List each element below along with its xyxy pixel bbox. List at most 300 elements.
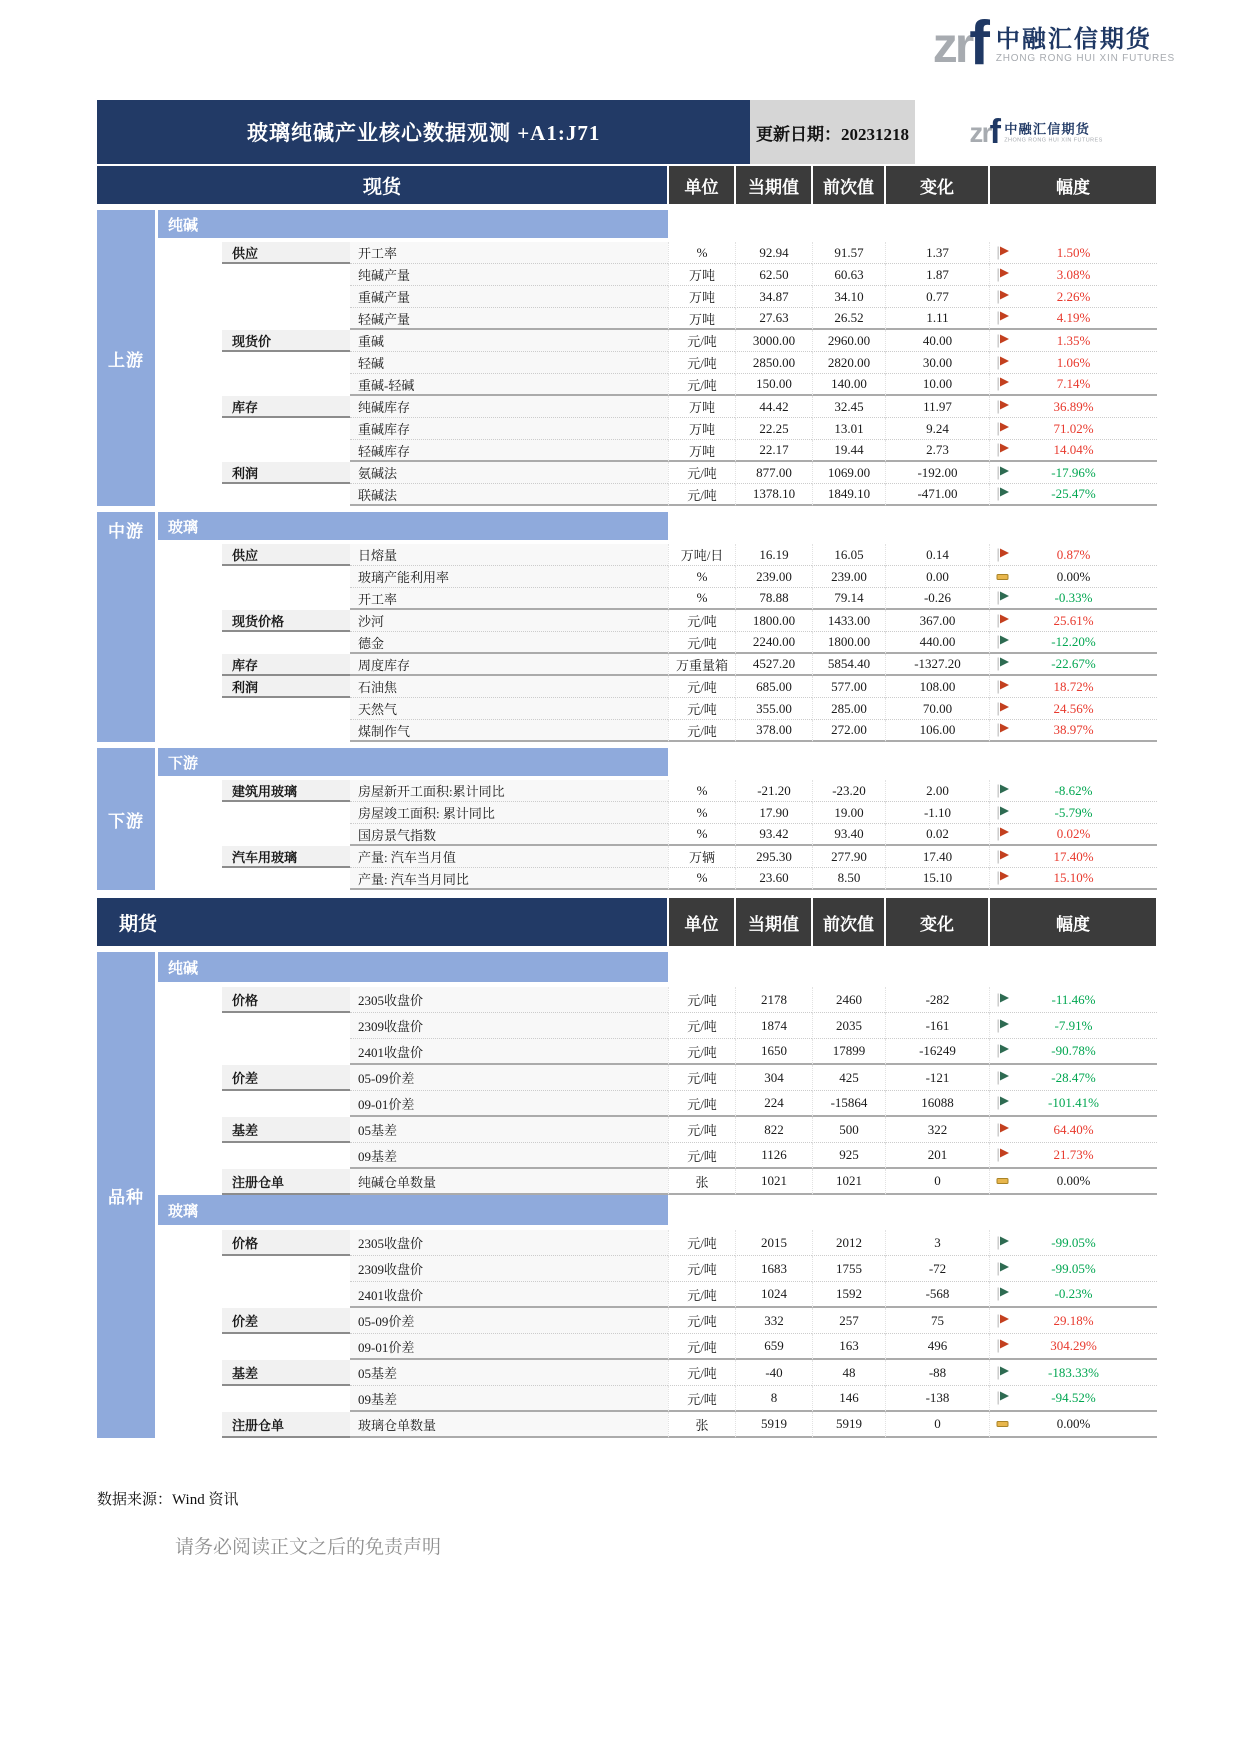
change-value: -192.00 xyxy=(885,462,989,484)
category-label: 建筑用玻璃 xyxy=(222,780,350,802)
category-label xyxy=(222,1143,350,1169)
unit-cell: 元/吨 xyxy=(668,987,735,1013)
trend-flag-up-icon xyxy=(996,1313,1010,1328)
trend-flag-up-icon xyxy=(996,827,1010,842)
trend-flag-down-icon xyxy=(996,657,1010,672)
row-indent xyxy=(158,330,222,352)
row-indent xyxy=(158,610,222,632)
category-label xyxy=(222,1282,350,1308)
previous-value: 285.00 xyxy=(812,698,885,720)
current-value: 2240.00 xyxy=(735,632,812,654)
item-label: 石油焦 xyxy=(350,676,668,698)
change-value: 2.00 xyxy=(885,780,989,802)
previous-value: -23.20 xyxy=(812,780,885,802)
category-label: 汽车用玻璃 xyxy=(222,846,350,868)
previous-value: 272.00 xyxy=(812,720,885,742)
table-row xyxy=(158,484,1157,506)
previous-value: 48 xyxy=(812,1360,885,1386)
current-value: 22.17 xyxy=(735,440,812,462)
unit-cell: % xyxy=(668,824,735,846)
table-row xyxy=(158,868,1157,890)
category-label: 库存 xyxy=(222,654,350,676)
spot-section xyxy=(97,512,1157,742)
col-header-change: 变化 xyxy=(886,166,988,204)
current-value: 877.00 xyxy=(735,462,812,484)
unit-cell: 元/吨 xyxy=(668,610,735,632)
change-value: 322 xyxy=(885,1117,989,1143)
change-value: 0.00 xyxy=(885,566,989,588)
table-row xyxy=(158,440,1157,462)
row-indent xyxy=(158,440,222,462)
trend-flag-down-icon xyxy=(996,1261,1010,1276)
row-indent xyxy=(158,566,222,588)
category-label xyxy=(222,1334,350,1360)
row-indent xyxy=(158,264,222,286)
category-label xyxy=(222,418,350,440)
category-label xyxy=(222,632,350,654)
previous-value: 91.57 xyxy=(812,242,885,264)
change-value: -471.00 xyxy=(885,484,989,506)
current-value: 295.30 xyxy=(735,846,812,868)
current-value: -21.20 xyxy=(735,780,812,802)
change-value: -121 xyxy=(885,1065,989,1091)
change-value: 1.87 xyxy=(885,264,989,286)
variety-name-bar: 玻璃 xyxy=(158,1195,668,1225)
spot-section xyxy=(97,748,1157,890)
item-label: 联碱法 xyxy=(350,484,668,506)
row-indent xyxy=(158,1360,222,1386)
category-label: 库存 xyxy=(222,396,350,418)
item-label: 重碱产量 xyxy=(350,286,668,308)
current-value: 2850.00 xyxy=(735,352,812,374)
unit-cell: 元/吨 xyxy=(668,484,735,506)
pct-value: 29.18% xyxy=(1053,1312,1094,1328)
item-label: 2309收盘价 xyxy=(350,1256,668,1282)
item-label: 05-09价差 xyxy=(350,1065,668,1091)
pct-value: 21.73% xyxy=(1053,1147,1094,1162)
row-indent xyxy=(158,720,222,742)
unit-cell: 元/吨 xyxy=(668,698,735,720)
range-cell xyxy=(989,632,1157,654)
unit-cell: 万吨 xyxy=(668,440,735,462)
unit-cell: 万吨 xyxy=(668,308,735,330)
futures-section-title: 期货 xyxy=(97,898,667,946)
row-indent xyxy=(158,1256,222,1282)
current-value: 224 xyxy=(735,1091,812,1117)
pct-value: 17.40% xyxy=(1053,848,1094,864)
pct-value: 0.02% xyxy=(1056,826,1091,841)
zrf-logo-f: f xyxy=(989,112,1001,151)
pct-value: -99.05% xyxy=(1051,1260,1096,1276)
table-row xyxy=(158,1039,1157,1065)
pct-value: 0.00% xyxy=(1056,1416,1091,1431)
table-row xyxy=(158,588,1157,610)
pct-value: 1.50% xyxy=(1056,244,1091,260)
brand-name-en: ZHONG RONG HUI XIN FUTURES xyxy=(995,53,1175,64)
zrf-logo-small xyxy=(969,112,1103,151)
table-row xyxy=(158,698,1157,720)
brand-name-cn: 中融汇信期货 xyxy=(995,26,1152,53)
trend-flag-flat-icon xyxy=(996,1417,1010,1432)
trend-flag-down-icon xyxy=(996,1044,1010,1059)
change-value: 0 xyxy=(885,1169,989,1195)
table-row xyxy=(158,1230,1157,1256)
row-indent xyxy=(158,242,222,264)
row-indent xyxy=(158,632,222,654)
item-label: 09-01价差 xyxy=(350,1091,668,1117)
unit-cell: 元/吨 xyxy=(668,1065,735,1091)
unit-cell: 万吨 xyxy=(668,264,735,286)
previous-value: 239.00 xyxy=(812,566,885,588)
row-indent xyxy=(158,1143,222,1169)
brand-text xyxy=(1004,123,1103,143)
unit-cell: 元/吨 xyxy=(668,1360,735,1386)
unit-cell: % xyxy=(668,802,735,824)
trend-flag-down-icon xyxy=(996,1235,1010,1250)
range-cell xyxy=(989,242,1157,264)
trend-flag-up-icon xyxy=(996,679,1010,694)
change-value: 0.14 xyxy=(885,544,989,566)
item-label: 天然气 xyxy=(350,698,668,720)
current-value: 304 xyxy=(735,1065,812,1091)
current-value: 4527.20 xyxy=(735,654,812,676)
current-value: 44.42 xyxy=(735,396,812,418)
item-label: 2309收盘价 xyxy=(350,1013,668,1039)
pct-value: 3.08% xyxy=(1056,266,1091,282)
trend-flag-flat-icon xyxy=(996,569,1010,584)
current-value: 22.25 xyxy=(735,418,812,440)
current-value: 332 xyxy=(735,1308,812,1334)
item-label: 产量: 汽车当月同比 xyxy=(350,868,668,890)
change-value: -1327.20 xyxy=(885,654,989,676)
pct-value: 1.06% xyxy=(1056,354,1091,370)
row-indent xyxy=(158,824,222,846)
table-row xyxy=(158,462,1157,484)
previous-value: 163 xyxy=(812,1334,885,1360)
table-row xyxy=(158,1308,1157,1334)
previous-value: 500 xyxy=(812,1117,885,1143)
current-value: 1874 xyxy=(735,1013,812,1039)
unit-cell: 万吨 xyxy=(668,286,735,308)
current-value: -40 xyxy=(735,1360,812,1386)
current-value: 1683 xyxy=(735,1256,812,1282)
pct-value: -0.33% xyxy=(1054,590,1093,605)
range-cell xyxy=(989,566,1157,588)
table-row xyxy=(158,566,1157,588)
side-label: 品种 xyxy=(97,952,155,1438)
item-label: 纯碱库存 xyxy=(350,396,668,418)
pct-value: 24.56% xyxy=(1053,700,1094,716)
range-cell xyxy=(989,308,1157,330)
range-cell xyxy=(989,418,1157,440)
trend-flag-up-icon xyxy=(996,421,1010,436)
unit-cell: 元/吨 xyxy=(668,1282,735,1308)
current-value: 2178 xyxy=(735,987,812,1013)
item-label: 重碱-轻碱 xyxy=(350,374,668,396)
futures-body xyxy=(97,952,1157,1438)
row-indent xyxy=(158,1169,222,1195)
change-value: 75 xyxy=(885,1308,989,1334)
unit-cell: 元/吨 xyxy=(668,720,735,742)
zrf-logo-zr: zr xyxy=(969,117,991,148)
current-value: 1650 xyxy=(735,1039,812,1065)
table-row xyxy=(158,242,1157,264)
pct-value: 4.19% xyxy=(1056,310,1091,325)
item-label: 2401收盘价 xyxy=(350,1039,668,1065)
table-row xyxy=(158,720,1157,742)
table-row xyxy=(158,308,1157,330)
unit-cell: 元/吨 xyxy=(668,462,735,484)
col-header-unit: 单位 xyxy=(669,898,734,946)
spot-section xyxy=(97,210,1157,506)
category-label: 价差 xyxy=(222,1308,350,1334)
table-row xyxy=(158,632,1157,654)
unit-cell: 元/吨 xyxy=(668,1386,735,1412)
unit-cell: 元/吨 xyxy=(668,330,735,352)
range-cell xyxy=(989,286,1157,308)
range-cell xyxy=(989,1091,1157,1117)
previous-value: 5919 xyxy=(812,1412,885,1438)
category-label xyxy=(222,824,350,846)
category-label xyxy=(222,802,350,824)
range-cell xyxy=(989,654,1157,676)
change-value: 496 xyxy=(885,1334,989,1360)
pct-value: -94.52% xyxy=(1051,1390,1096,1405)
item-label: 沙河 xyxy=(350,610,668,632)
row-indent xyxy=(158,588,222,610)
table-row xyxy=(158,352,1157,374)
futures-section xyxy=(97,952,1157,1438)
trend-flag-up-icon xyxy=(996,377,1010,392)
current-value: 27.63 xyxy=(735,308,812,330)
item-label: 德金 xyxy=(350,632,668,654)
unit-cell: 万吨 xyxy=(668,418,735,440)
previous-value: 277.90 xyxy=(812,846,885,868)
previous-value: 1069.00 xyxy=(812,462,885,484)
unit-cell: % xyxy=(668,242,735,264)
range-cell xyxy=(989,330,1157,352)
trend-flag-up-icon xyxy=(996,871,1010,886)
range-cell xyxy=(989,264,1157,286)
category-label xyxy=(222,1386,350,1412)
trend-flag-up-icon xyxy=(996,245,1010,260)
item-label: 05-09价差 xyxy=(350,1308,668,1334)
unit-cell: 元/吨 xyxy=(668,1013,735,1039)
item-label: 国房景气指数 xyxy=(350,824,668,846)
category-label xyxy=(222,484,350,506)
previous-value: 17899 xyxy=(812,1039,885,1065)
previous-value: 2460 xyxy=(812,987,885,1013)
table-row xyxy=(158,1065,1157,1091)
category-label: 现货价 xyxy=(222,330,350,352)
pct-value: -28.47% xyxy=(1051,1069,1096,1085)
category-label xyxy=(222,868,350,890)
row-indent xyxy=(158,286,222,308)
table-row xyxy=(158,1256,1157,1282)
range-cell xyxy=(989,396,1157,418)
col-header-previous: 前次值 xyxy=(813,898,884,946)
range-cell xyxy=(989,846,1157,868)
change-value: -0.26 xyxy=(885,588,989,610)
category-label: 利润 xyxy=(222,462,350,484)
previous-value: 1592 xyxy=(812,1282,885,1308)
category-label: 注册仓单 xyxy=(222,1169,350,1195)
trend-flag-down-icon xyxy=(996,1391,1010,1406)
category-label: 现货价格 xyxy=(222,610,350,632)
row-indent xyxy=(158,654,222,676)
zrf-logo-zr: zr xyxy=(932,17,972,73)
pct-value: -5.79% xyxy=(1054,804,1093,820)
trend-flag-down-icon xyxy=(996,783,1010,798)
row-indent xyxy=(158,396,222,418)
change-value: -88 xyxy=(885,1360,989,1386)
previous-value: -15864 xyxy=(812,1091,885,1117)
section-content xyxy=(158,748,1157,890)
row-indent xyxy=(158,374,222,396)
previous-value: 8.50 xyxy=(812,868,885,890)
trend-flag-up-icon xyxy=(996,399,1010,414)
change-value: -161 xyxy=(885,1013,989,1039)
item-label: 09-01价差 xyxy=(350,1334,668,1360)
item-label: 轻碱产量 xyxy=(350,308,668,330)
category-label: 供应 xyxy=(222,242,350,264)
range-cell xyxy=(989,440,1157,462)
current-value: 1126 xyxy=(735,1143,812,1169)
range-cell xyxy=(989,352,1157,374)
table-row xyxy=(158,396,1157,418)
table-row xyxy=(158,1334,1157,1360)
change-value: 10.00 xyxy=(885,374,989,396)
change-value: 106.00 xyxy=(885,720,989,742)
pct-value: -99.05% xyxy=(1051,1234,1096,1250)
category-label xyxy=(222,264,350,286)
table-row xyxy=(158,264,1157,286)
change-value: 11.97 xyxy=(885,396,989,418)
item-label: 周度库存 xyxy=(350,654,668,676)
data-table xyxy=(97,100,1157,1438)
change-value: 30.00 xyxy=(885,352,989,374)
variety-name-bar: 纯碱 xyxy=(158,952,668,982)
range-cell xyxy=(989,698,1157,720)
previous-value: 60.63 xyxy=(812,264,885,286)
table-row xyxy=(158,1143,1157,1169)
brand-name-en: ZHONG RONG HUI XIN FUTURES xyxy=(1003,136,1103,143)
spot-body xyxy=(97,210,1157,890)
change-value: 17.40 xyxy=(885,846,989,868)
row-indent xyxy=(158,802,222,824)
side-label: 上游 xyxy=(97,210,155,506)
unit-cell: 万吨 xyxy=(668,396,735,418)
previous-value: 2820.00 xyxy=(812,352,885,374)
current-value: 34.87 xyxy=(735,286,812,308)
trend-flag-down-icon xyxy=(996,465,1010,480)
range-cell xyxy=(989,1039,1157,1065)
table-row xyxy=(158,374,1157,396)
pct-value: 36.89% xyxy=(1053,398,1094,414)
category-label xyxy=(222,1091,350,1117)
zrf-logo-f: f xyxy=(969,9,990,78)
category-label: 基差 xyxy=(222,1117,350,1143)
trend-flag-down-icon xyxy=(996,805,1010,820)
trend-flag-up-icon xyxy=(996,333,1010,348)
side-label: 下游 xyxy=(97,748,155,890)
unit-cell: 元/吨 xyxy=(668,1256,735,1282)
category-label xyxy=(222,308,350,330)
table-row xyxy=(158,1169,1157,1195)
item-label: 09基差 xyxy=(350,1143,668,1169)
table-row xyxy=(158,824,1157,846)
table-row xyxy=(158,610,1157,632)
unit-cell: 元/吨 xyxy=(668,632,735,654)
change-value: -1.10 xyxy=(885,802,989,824)
category-label xyxy=(222,374,350,396)
table-row xyxy=(158,286,1157,308)
unit-cell: % xyxy=(668,780,735,802)
change-value: 9.24 xyxy=(885,418,989,440)
trend-flag-down-icon xyxy=(996,635,1010,650)
side-label: 中游 xyxy=(97,512,155,742)
range-cell xyxy=(989,588,1157,610)
range-cell xyxy=(989,780,1157,802)
col-header-current: 当期值 xyxy=(736,166,811,204)
row-indent xyxy=(158,462,222,484)
current-value: 1021 xyxy=(735,1169,812,1195)
range-cell xyxy=(989,1386,1157,1412)
pct-value: 25.61% xyxy=(1053,612,1094,628)
change-value: 201 xyxy=(885,1143,989,1169)
row-indent xyxy=(158,418,222,440)
pct-value: -12.20% xyxy=(1051,634,1096,649)
pct-value: 304.29% xyxy=(1050,1338,1097,1353)
unit-cell: % xyxy=(668,588,735,610)
change-value: 2.73 xyxy=(885,440,989,462)
unit-cell: 元/吨 xyxy=(668,676,735,698)
change-value: 108.00 xyxy=(885,676,989,698)
range-cell xyxy=(989,1256,1157,1282)
previous-value: 2012 xyxy=(812,1230,885,1256)
pct-value: 18.72% xyxy=(1053,678,1094,694)
previous-value: 577.00 xyxy=(812,676,885,698)
category-label xyxy=(222,720,350,742)
section-name-bar: 玻璃 xyxy=(158,512,668,540)
current-value: 1378.10 xyxy=(735,484,812,506)
col-header-previous: 前次值 xyxy=(813,166,884,204)
trend-flag-down-icon xyxy=(996,1287,1010,1302)
trend-flag-up-icon xyxy=(996,613,1010,628)
table-row xyxy=(158,1013,1157,1039)
trend-flag-up-icon xyxy=(996,355,1010,370)
category-label xyxy=(222,440,350,462)
unit-cell: 元/吨 xyxy=(668,1143,735,1169)
row-indent xyxy=(158,1334,222,1360)
pct-value: -0.23% xyxy=(1054,1286,1093,1301)
previous-value: 32.45 xyxy=(812,396,885,418)
trend-flag-down-icon xyxy=(996,487,1010,502)
table-row xyxy=(158,654,1157,676)
item-label: 纯碱产量 xyxy=(350,264,668,286)
pct-value: 2.26% xyxy=(1056,288,1091,304)
trend-flag-up-icon xyxy=(996,289,1010,304)
disclaimer-note: 请务必阅读正文之后的免责声明 xyxy=(175,1537,442,1558)
previous-value: 2960.00 xyxy=(812,330,885,352)
trend-flag-up-icon xyxy=(996,267,1010,282)
range-cell xyxy=(989,1143,1157,1169)
unit-cell: 元/吨 xyxy=(668,1117,735,1143)
item-label: 轻碱 xyxy=(350,352,668,374)
change-value: 0.02 xyxy=(885,824,989,846)
unit-cell: 元/吨 xyxy=(668,1308,735,1334)
change-value: 440.00 xyxy=(885,632,989,654)
